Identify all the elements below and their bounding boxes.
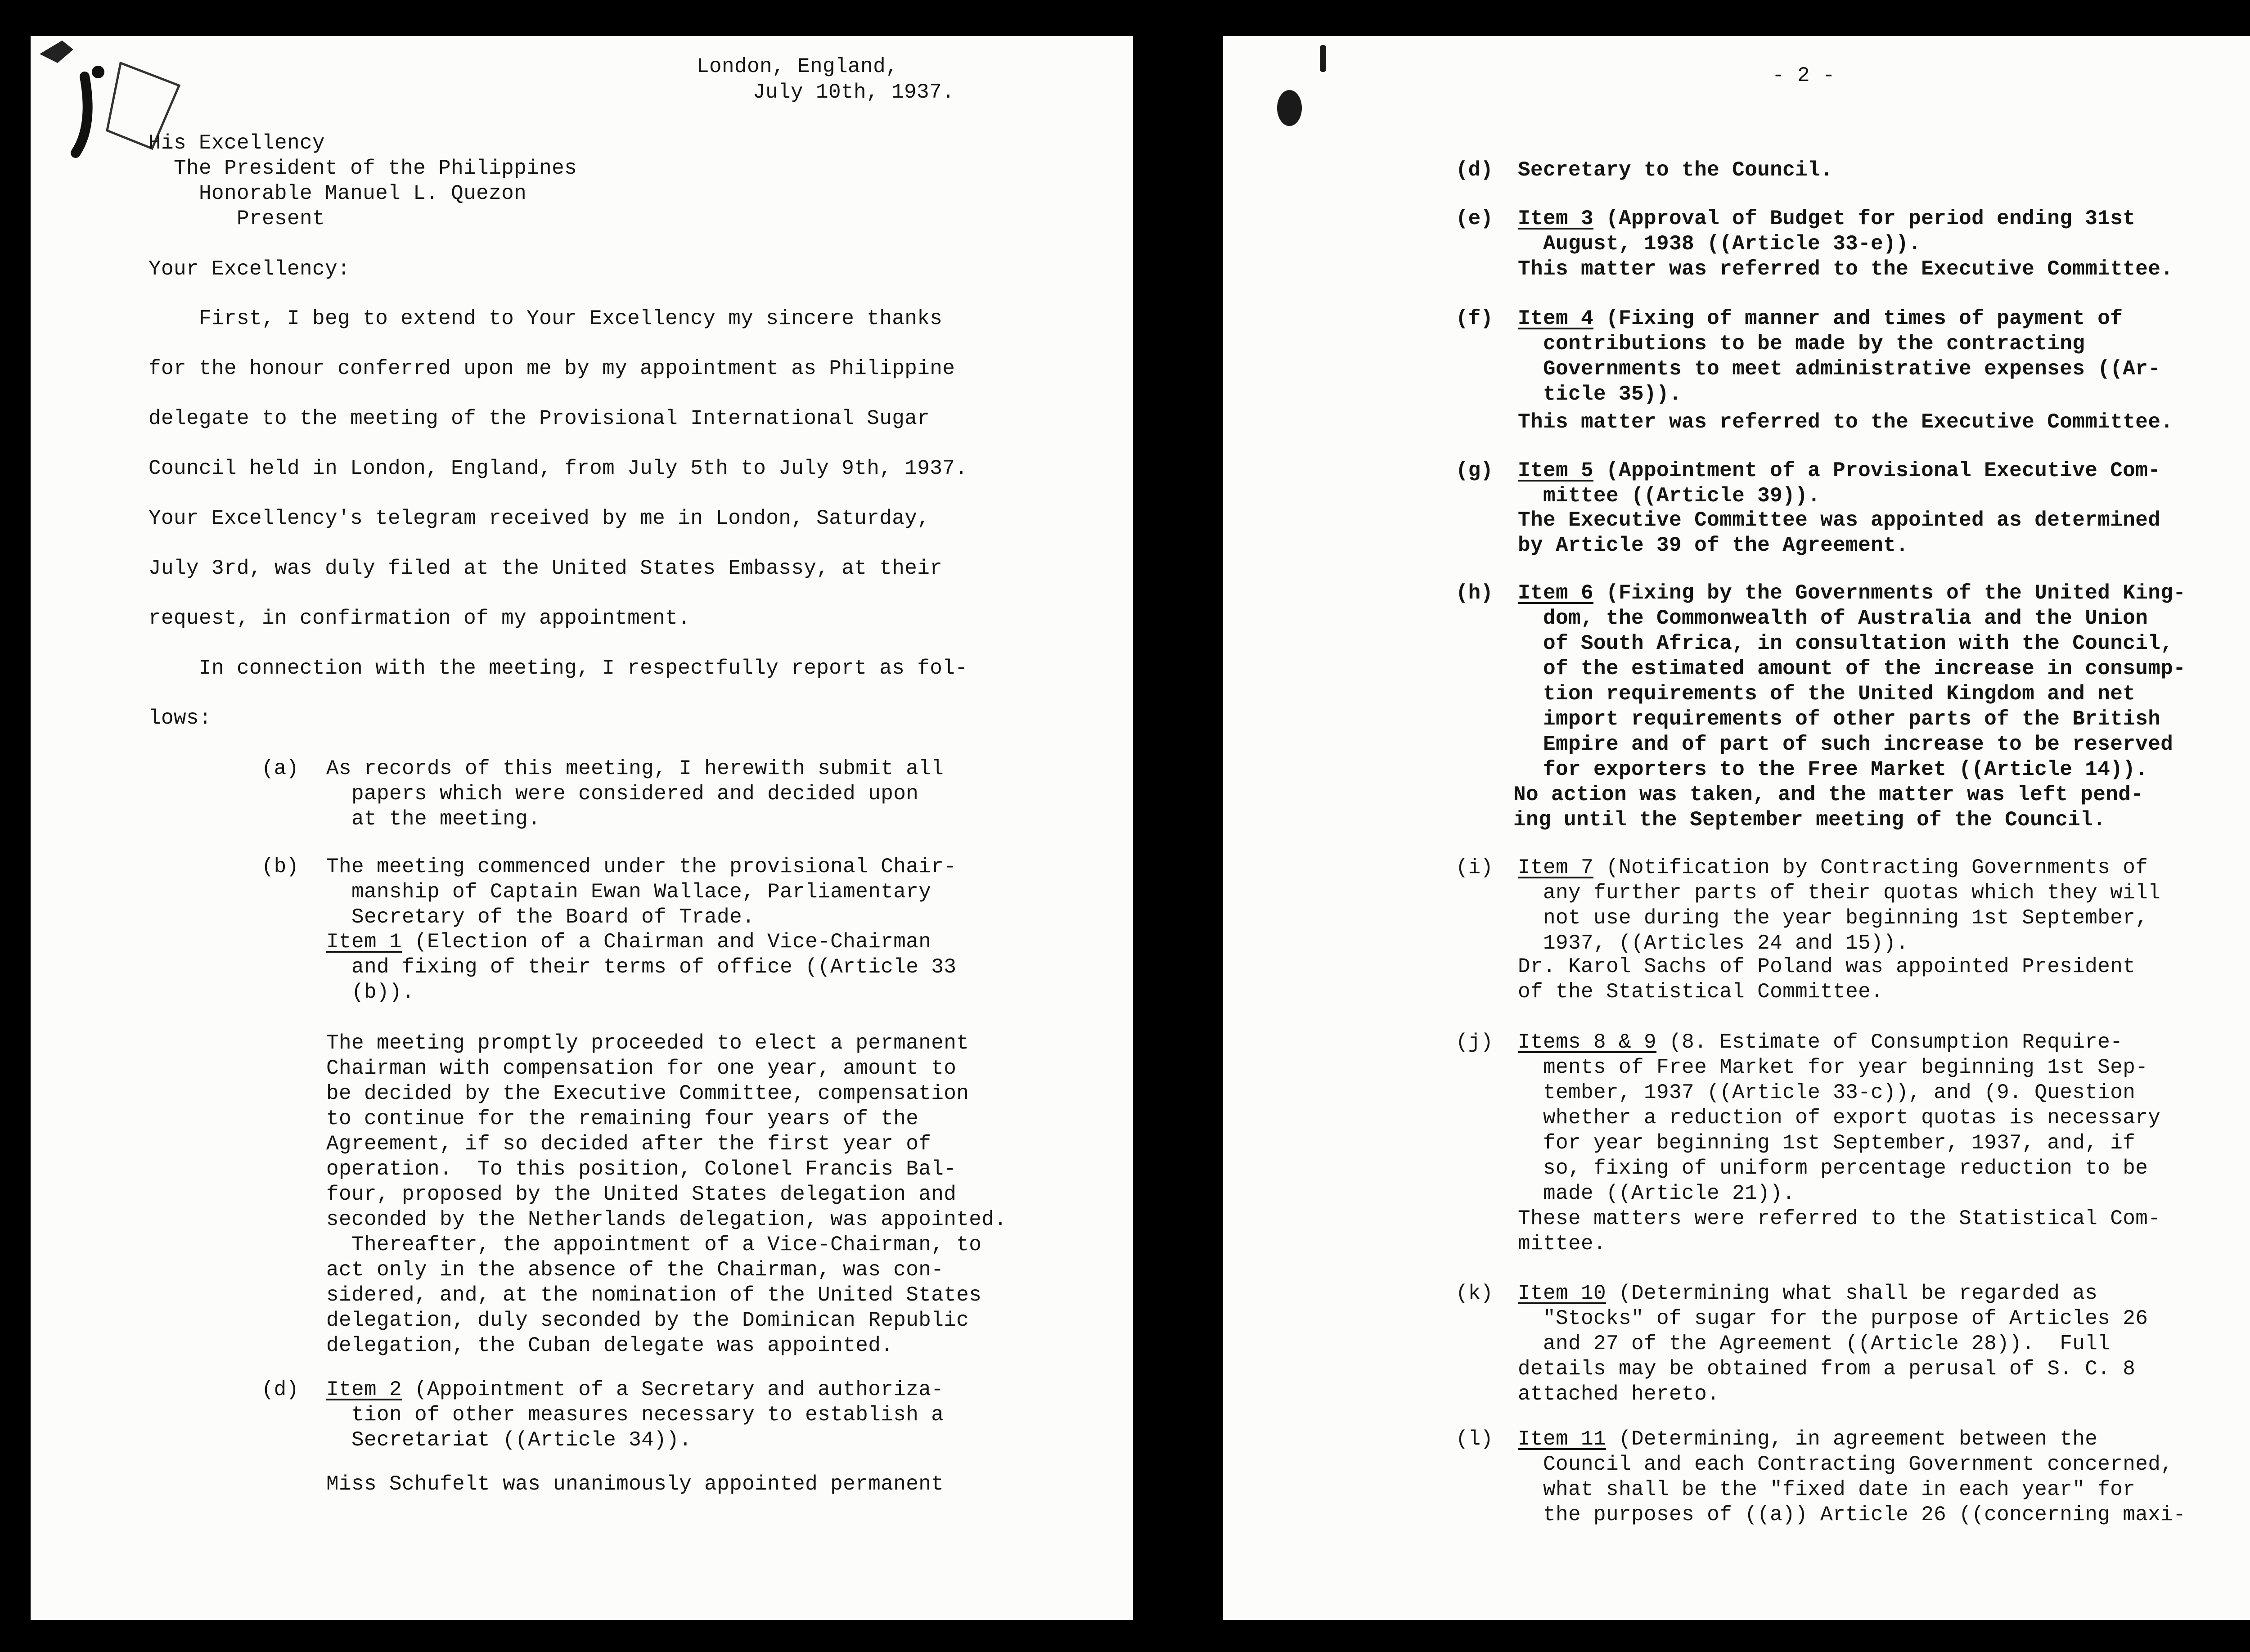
item-label: (b): [261, 855, 299, 878]
item-reference: [1518, 581, 2186, 782]
item-ref-text: (Fixing of manner and times of payment of contributions to be made by the contracting Governments to meet administrative expenses ((Ar- ticle 35)).: [1543, 307, 2161, 406]
item-ref-link: Item 11: [1518, 1427, 1606, 1451]
item-note: Miss Schufelt was unanimously appointed permanent: [326, 1472, 944, 1496]
item-note: This matter was referred to the Executive Committee.: [1518, 410, 2174, 434]
body-paragraph: In connection with the meeting, I respectfully report as fol- lows:: [148, 657, 968, 730]
item-label: (a): [261, 757, 299, 780]
item-note: These matters were referred to the Statistical Com- mittee.: [1518, 1207, 2161, 1256]
item-label: (f): [1456, 307, 1493, 330]
item-ref-text: (Appointment of a Provisional Executive Com- mittee ((Article 39)).: [1543, 459, 2161, 508]
item-note: Dr. Karol Sachs of Poland was appointed President of the Statistical Committee.: [1518, 955, 2136, 1004]
item-ref-link: Item 5: [1518, 459, 1594, 482]
item-label: (j): [1456, 1031, 1493, 1054]
addressee-line: Present: [148, 207, 325, 230]
item-reference: [326, 929, 956, 1005]
item-reference: [1518, 458, 2160, 509]
item-ref-text: (Determining, in agreement between the Council and each Contracting Government concerned, what shall be the "fixed date in each year" for the purposes of ((a)) Article 26 ((concerning maxi-: [1543, 1427, 2186, 1526]
item-ref-text: (Determining what shall be regarded as "Stocks" of sugar for the purpose of Articles 26 and 27 of the Agreement ((Article 28)). Full details may be obtained from a perusal of S. C. 8 attached hereto.: [1518, 1282, 2148, 1406]
item-ref-link: Item 2: [326, 1378, 402, 1401]
item-text: The meeting commenced under the provisional Chair- manship of Captain Ewan Wallace, Parliamentary Secretary of the Board of Trade.: [326, 855, 957, 929]
item-ref-link: Item 10: [1518, 1282, 1606, 1305]
item-text: As records of this meeting, I herewith submit all papers which were considered and decided upon at the meeting.: [326, 757, 944, 831]
item-reference: [1518, 855, 2160, 956]
body-paragraph: First, I beg to extend to Your Excellency my sincere thanks for the honour conferred upon me by my appointment as Philippine delegate to the meeting of the Provisional International Sugar Council held in London, England, from July 5th to July 9th, 1937. Your Excellency's telegram received by me in London, Saturday, July 3rd, was duly filed at the United States Embassy, at their request, in confirmation of my appointment.: [148, 307, 968, 630]
item-label: (d): [1456, 158, 1493, 182]
addressee-line: Honorable Manuel L. Quezon: [148, 182, 527, 205]
right-page: [1223, 36, 2250, 1620]
item-label: (e): [1456, 207, 1493, 230]
ink-smudge: [1277, 90, 1302, 126]
salutation: Your Excellency:: [148, 257, 351, 281]
item-label: (h): [1456, 581, 1493, 605]
item-note: This matter was referred to the Executive Committee.: [1518, 257, 2174, 281]
item-reference: [1518, 1281, 2148, 1407]
item-ref-text: (8. Estimate of Consumption Require- ments of Free Market for year beginning 1st Sep- tember, 1937 ((Article 33-c)), and (9. Question whether a reduction of export quotas is necessary for year beginning 1st September, 1937, and, if so, fixing of uniform percentage reduction to be made ((Article 21)).: [1543, 1031, 2161, 1205]
item-note: The Executive Committee was appointed as determined by Article 39 of the Agreement.: [1518, 509, 2161, 557]
item-ref-link: Item 6: [1518, 581, 1594, 605]
item-reference: [326, 1377, 944, 1453]
addressee-line: The President of the Philippines: [148, 157, 577, 180]
left-page: [31, 36, 1133, 1620]
item-ref-link: Item 1: [326, 930, 402, 954]
item-label: (d): [261, 1378, 299, 1401]
item-note: The meeting promptly proceeded to elect a permanent Chairman with compensation for one year, amount to be decided by the Executive Committee, compensation to continue for the remaining four years of the Agreement, if so decided after the first year of operation. To this position, Colonel Francis Bal- four, proposed by the United States delegation and seconded by the Netherlands delegation, was appointed. Thereafter, the appointment of a Vice-Chairman, to act only in the absence of the Chairman, was con- sidered, and, at the nomination of the United States delegation, duly seconded by the Dominican Republic delegation, the Cuban delegate was appointed.: [326, 1031, 1007, 1357]
item-text: Secretary to the Council.: [1518, 158, 1833, 182]
item-reference: [1518, 206, 2135, 257]
item-ref-link: Item 4: [1518, 307, 1594, 330]
item-label: (k): [1456, 1282, 1493, 1305]
item-note: No action was taken, and the matter was left pend- ing until the September meeting of the Council.: [1513, 783, 2144, 832]
item-ref-text: (Fixing by the Governments of the United King- dom, the Commonwealth of Australia and the Union of South Africa, in consultation with the Council, of the estimated amount of the increase in consump- tion requirements of the United Kingdom and net import requirements of other parts of the British Empire and of part of such increase to be reserved for exporters to the Free Market ((Article 14)).: [1543, 581, 2186, 781]
ink-smudge: [1320, 45, 1326, 72]
item-label: (l): [1456, 1427, 1493, 1451]
item-reference: [1518, 1427, 2186, 1527]
item-ref-text: (Election of a Chairman and Vice-Chairman and fixing of their terms of office ((Article 33 (b)).: [351, 930, 957, 1004]
item-ref-text: (Notification by Contracting Governments of any further parts of their quotas which they will not use during the year beginning 1st September, 1937, ((Articles 24 and 15)).: [1543, 856, 2161, 955]
item-label: (g): [1456, 459, 1493, 482]
page-number: - 2 -: [1772, 64, 1836, 87]
item-reference: [1518, 1030, 2160, 1206]
addressee-line: His Excellency: [148, 131, 325, 155]
item-ref-link: Items 8 & 9: [1518, 1031, 1657, 1054]
item-ref-text: (Approval of Budget for period ending 31st August, 1938 ((Article 33-e)).: [1543, 207, 2136, 256]
item-reference: [1518, 306, 2160, 407]
item-ref-text: (Appointment of a Secretary and authoriza- tion of other measures necessary to establish a Secretariat ((Article 34)).: [351, 1378, 944, 1452]
item-ref-link: Item 7: [1518, 856, 1594, 879]
date-place: London, England,: [697, 55, 899, 78]
item-label: (i): [1456, 856, 1493, 879]
item-ref-link: Item 3: [1518, 207, 1594, 230]
letter-date: July 10th, 1937.: [753, 81, 955, 104]
